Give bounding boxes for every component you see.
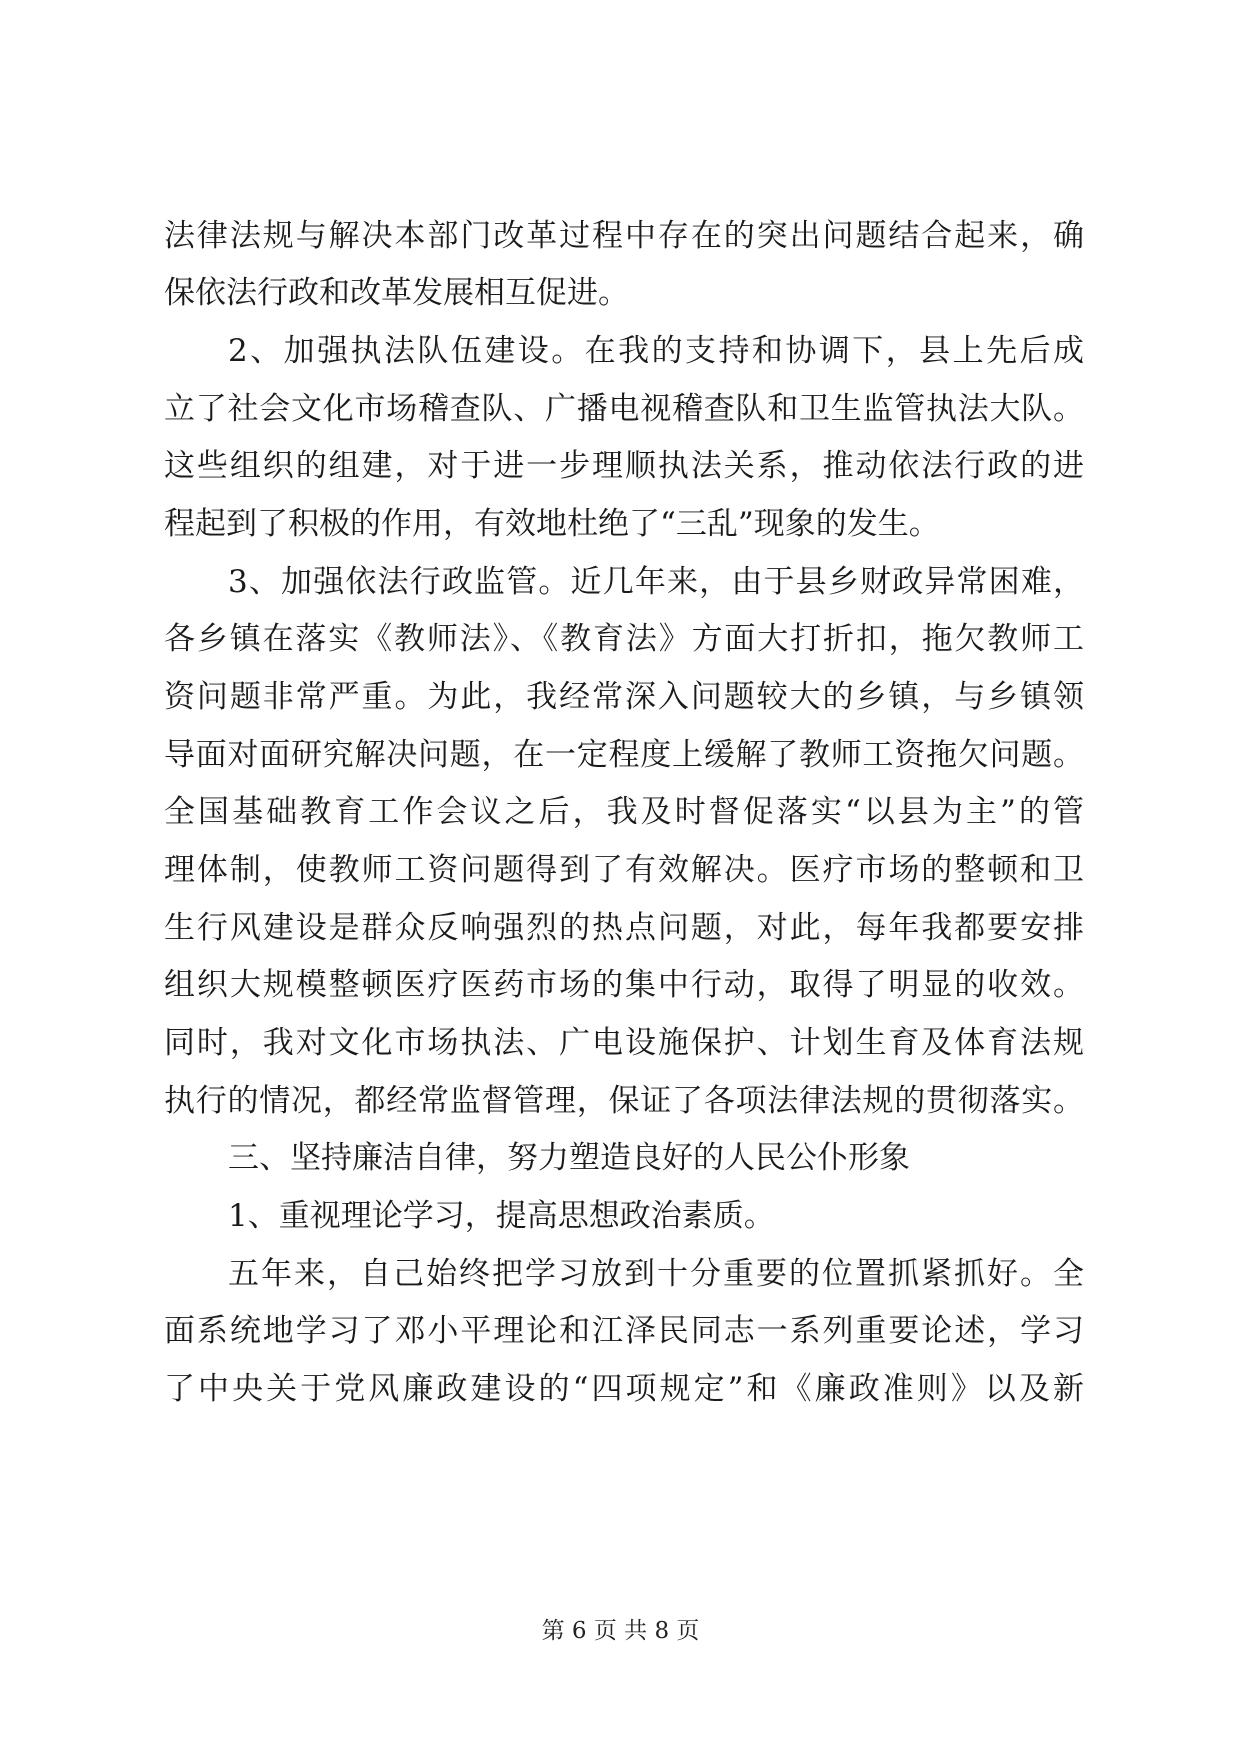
text-line-10: 导面对面研究解决问题，在一定程度上缓解了教师工资拖欠问题。 xyxy=(164,737,1084,773)
page-footer: 第 6 页 共 8 页 xyxy=(541,1618,700,1644)
text-line-21: 了中央关于党风廉政建设的“四项规定”和《廉政准则》以及新 xyxy=(164,1371,1084,1407)
text-line-1: 法律法规与解决本部门改革过程中存在的突出问题结合起来，确 xyxy=(164,218,1084,254)
text-line-8: 各乡镇在落实《教师法》、《教育法》方面大打折扣，拖欠教师工 xyxy=(164,621,1084,657)
text-line-14: 组织大规模整顿医疗医药市场的集中行动，取得了明显的收效。 xyxy=(164,967,1084,1003)
text-line-12: 理体制，使教师工资问题得到了有效解决。医疗市场的整顿和卫 xyxy=(164,852,1084,888)
text-line-4: 立了社会文化市场稽查队、广播电视稽查队和卫生监管执法大队。 xyxy=(164,391,1084,427)
text-line-2: 保依法行政和改革发展相互促进。 xyxy=(164,275,629,311)
text-line-6: 程起到了积极的作用，有效地杜绝了“三乱”现象的发生。 xyxy=(164,506,940,542)
text-line-13: 生行风建设是群众反响强烈的热点问题，对此，每年我都要安排 xyxy=(164,910,1084,946)
text-line-19: 五年来，自己始终把学习放到十分重要的位置抓紧抓好。全 xyxy=(228,1256,1084,1292)
text-line-3: 2、加强执法队伍建设。在我的支持和协调下，县上先后成 xyxy=(228,333,1084,369)
text-line-16: 执行的情况，都经常监督管理，保证了各项法律法规的贯彻落实。 xyxy=(164,1083,1084,1119)
text-line-9: 资问题非常严重。为此，我经常深入问题较大的乡镇，与乡镇领 xyxy=(164,679,1084,715)
text-line-5: 这些组织的组建，对于进一步理顺执法关系，推动依法行政的进 xyxy=(164,448,1084,484)
text-line-11: 全国基础教育工作会议之后，我及时督促落实“以县为主”的管 xyxy=(164,794,1084,830)
text-line-20: 面系统地学习了邓小平理论和江泽民同志一系列重要论述，学习 xyxy=(164,1313,1084,1349)
text-line-7: 3、加强依法行政监管。近几年来，由于县乡财政异常困难， xyxy=(228,564,1084,600)
text-line-15: 同时，我对文化市场执法、广电设施保护、计划生育及体育法规 xyxy=(164,1025,1084,1061)
section-heading: 三、坚持廉洁自律，努力塑造良好的人民公仆形象 xyxy=(228,1140,910,1176)
subsection-heading: 1、重视理论学习，提高思想政治素质。 xyxy=(228,1198,775,1234)
